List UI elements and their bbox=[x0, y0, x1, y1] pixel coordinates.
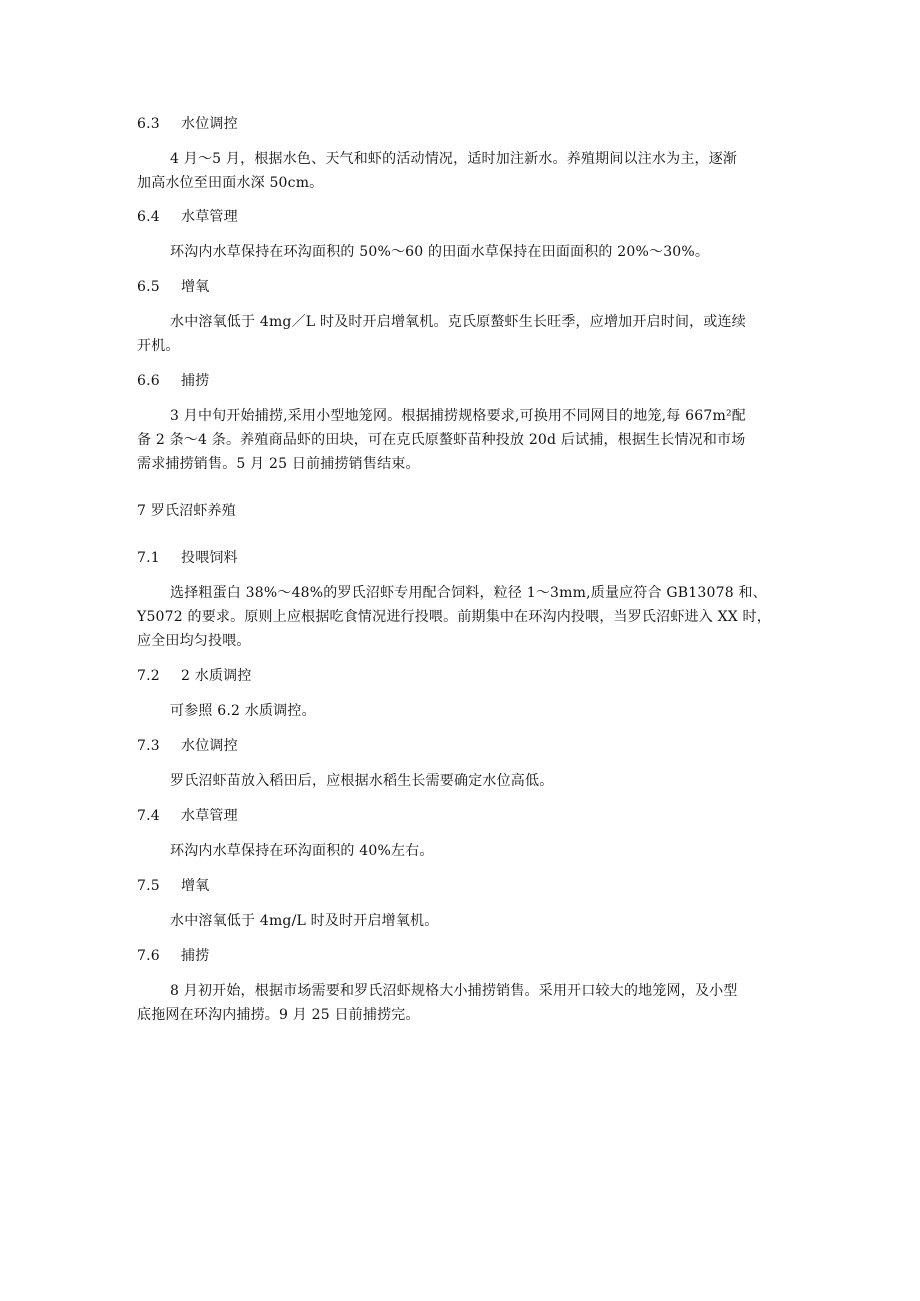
heading-7-2 bbox=[137, 666, 252, 686]
section-title: 增氧 bbox=[181, 878, 210, 894]
section-number: 6.6 bbox=[137, 373, 160, 389]
paragraph-line: 8 月初开始，根据市场需要和罗氏沼虾规格大小捕捞销售。采用开口较大的地笼网，及小型 bbox=[170, 983, 738, 999]
paragraph-line: 底拖网在环沟内捕捞。9 月 25 日前捕捞完。 bbox=[137, 1007, 420, 1023]
heading-6-3 bbox=[137, 114, 238, 134]
paragraph-line: 3 月中旬开始捕捞,采用小型地笼网。根据捕捞规格要求,可换用不同网目的地笼,每 667m²配 bbox=[170, 408, 746, 424]
paragraph-line: 环沟内水草保持在环沟面积的 40%左右。 bbox=[170, 843, 434, 859]
paragraph-line: 可参照 6.2 水质调控。 bbox=[170, 703, 316, 719]
paragraph-line: 水中溶氧低于 4mg/L 时及时开启增氧机。 bbox=[170, 913, 439, 929]
heading-7-6 bbox=[137, 946, 209, 966]
section-title: 2 水质调控 bbox=[181, 668, 252, 684]
section-title: 水位调控 bbox=[181, 738, 238, 754]
heading-6-4 bbox=[137, 207, 238, 227]
section-number: 7.6 bbox=[137, 948, 160, 964]
paragraph-line: 4 月～5 月，根据水色、天气和虾的活动情况，适时加注新水。养殖期间以注水为主，逐渐 bbox=[170, 151, 738, 167]
section-number: 7.2 bbox=[137, 668, 160, 684]
section-title: 捕捞 bbox=[181, 948, 210, 964]
paragraph-line: 需求捕捞销售。5 月 25 日前捕捞销售结束。 bbox=[137, 456, 420, 472]
section-number: 7.3 bbox=[137, 738, 160, 754]
paragraph-line: 罗氏沼虾苗放入稻田后，应根据水稻生长需要确定水位高低。 bbox=[170, 773, 554, 789]
section-number: 7.4 bbox=[137, 808, 160, 824]
paragraph-line: 备 2 条～4 条。养殖商品虾的田块，可在克氏原螯虾苗种投放 20d 后试捕，根据生长情况和市场 bbox=[137, 432, 746, 448]
paragraph-line: 环沟内水草保持在环沟面积的 50%～60 的田面水草保持在田面面积的 20%～30%。 bbox=[170, 244, 710, 260]
heading-7-4 bbox=[137, 806, 238, 826]
chapter-7-heading: 7 罗氏沼虾养殖 bbox=[137, 503, 236, 519]
paragraph-line: 开机。 bbox=[137, 338, 180, 354]
section-number: 7.1 bbox=[137, 550, 160, 566]
heading-7-1 bbox=[137, 548, 238, 568]
section-title: 水草管理 bbox=[181, 209, 238, 225]
section-number: 6.5 bbox=[137, 279, 160, 295]
section-title: 增氧 bbox=[181, 279, 210, 295]
section-title: 捕捞 bbox=[181, 373, 210, 389]
paragraph-line: Y5072 的要求。原则上应根据吃食情况进行投喂。前期集中在环沟内投喂，当罗氏沼虾进入 XX 时， bbox=[137, 609, 771, 625]
section-title: 水位调控 bbox=[181, 116, 238, 132]
paragraph-line: 加高水位至田面水深 50cm。 bbox=[137, 175, 324, 191]
paragraph-line: 水中溶氧低于 4mg／L 时及时开启增氧机。克氏原螯虾生长旺季，应增加开启时间，或连续 bbox=[170, 314, 746, 330]
section-number: 6.4 bbox=[137, 209, 160, 225]
heading-6-5 bbox=[137, 277, 209, 297]
heading-6-6 bbox=[137, 371, 209, 391]
section-number: 7.5 bbox=[137, 878, 160, 894]
section-title: 投喂饲料 bbox=[181, 550, 238, 566]
section-title: 水草管理 bbox=[181, 808, 238, 824]
paragraph-line: 选择粗蛋白 38%～48%的罗氏沼虾专用配合饲料，粒径 1～3mm,质量应符合 GB13078 和、 bbox=[170, 585, 767, 601]
heading-7-5 bbox=[137, 876, 209, 896]
section-number: 6.3 bbox=[137, 116, 160, 132]
heading-7-3 bbox=[137, 736, 238, 756]
paragraph-line: 应全田均匀投喂。 bbox=[137, 633, 251, 649]
